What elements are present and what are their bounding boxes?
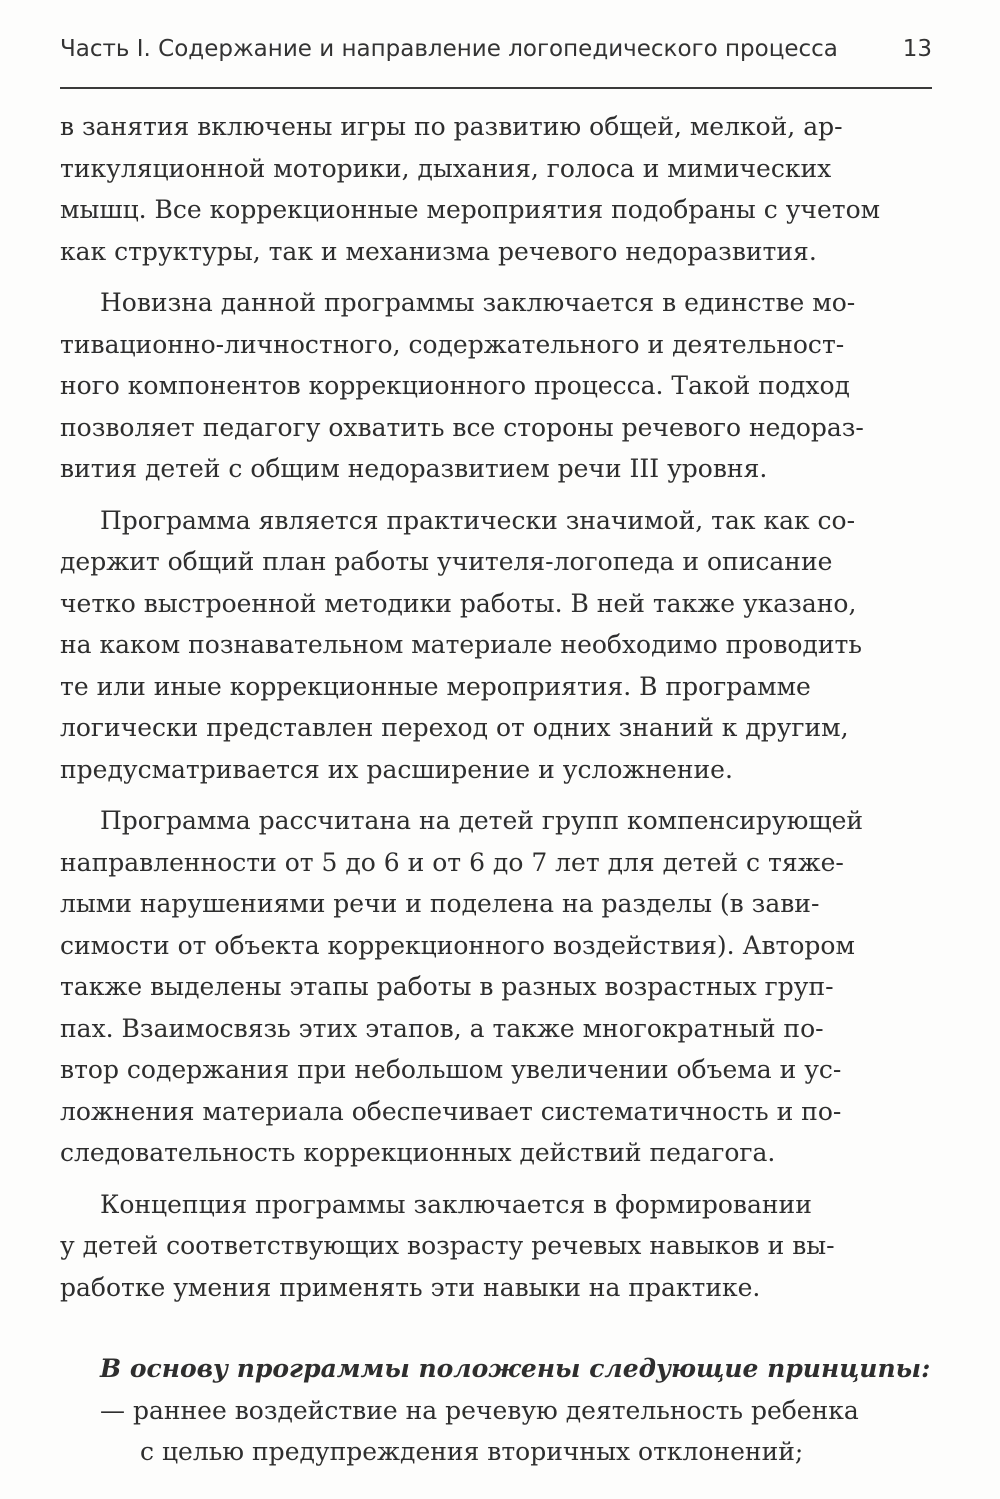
text-line: мышц. Все коррекционные мероприятия подобраны с учетом: [60, 195, 881, 224]
running-header: [60, 36, 932, 76]
text-line: на каком познавательном материале необходимо проводить: [60, 630, 862, 659]
text-line: как структуры, так и механизма речевого недоразвития.: [60, 236, 817, 266]
text-line: тивационно-личностного, содержательного и деятельност-: [60, 329, 845, 359]
text-line: симости от объекта коррекционного воздействия). Автором: [60, 930, 855, 960]
text-line: в занятия включены игры по развитию общей, мелкой, ар-: [60, 112, 843, 141]
text-line: тикуляционной моторики, дыхания, голоса и мимических: [60, 153, 832, 183]
text-line: работке умения применять эти навыки на практике.: [60, 1272, 761, 1302]
text-line: лыми нарушениями речи и поделена на разделы (в зави-: [60, 889, 820, 918]
principles-heading: В основу программы положены следующие принципы:: [100, 1354, 931, 1383]
text-line: позволяет педагогу охватить все стороны речевого недораз-: [60, 412, 864, 442]
running-header-title: Часть I. Содержание и направление логопедического процесса: [60, 36, 838, 62]
text-line: с целью предупреждения вторичных отклонений;: [140, 1437, 804, 1466]
text-line: логически представлен переход от одних знаний к другим,: [60, 713, 849, 742]
text-line: ного компонентов коррекционного процесса. Такой подход: [60, 371, 850, 400]
text-line: втор содержания при небольшом увеличении объема и ус-: [60, 1055, 842, 1084]
text-line: также выделены этапы работы в разных возрастных груп-: [60, 972, 834, 1001]
text-line: четко выстроенной методики работы. В ней также указано,: [60, 588, 857, 618]
text-line: держит общий план работы учителя-логопеда и описание: [60, 547, 833, 576]
text-line: пах. Взаимосвязь этих этапов, а также многократный по-: [60, 1013, 824, 1043]
page-body: [60, 106, 932, 1473]
text-line: вития детей с общим недоразвитием речи III уровня.: [60, 454, 768, 483]
text-line: предусматривается их расширение и усложнение.: [60, 754, 733, 784]
paragraph: [60, 282, 932, 490]
list-item: [60, 1390, 932, 1473]
text-line: у детей соответствующих возрасту речевых навыков и вы-: [60, 1231, 835, 1260]
header-rule: [60, 87, 932, 89]
text-line: ложнения материала обеспечивает систематичность и по-: [60, 1096, 842, 1126]
paragraph: [60, 1184, 932, 1309]
text-line: Новизна данной программы заключается в единстве мо-: [100, 288, 856, 317]
text-line: Программа рассчитана на детей групп компенсирующей: [100, 806, 864, 835]
text-line: те или иные коррекционные мероприятия. В программе: [60, 671, 811, 701]
paragraph: [60, 500, 932, 791]
text-line: — раннее воздействие на речевую деятельность ребенка: [100, 1395, 859, 1425]
text-line: направленности от 5 до 6 и от 6 до 7 лет для детей с тяже-: [60, 847, 844, 877]
text-line: следовательность коррекционных действий педагога.: [60, 1138, 776, 1167]
text-line: Программа является практически значимой, так как со-: [100, 505, 856, 535]
text-line: Концепция программы заключается в формировании: [100, 1189, 812, 1219]
page-number: 13: [902, 36, 932, 62]
paragraph: [60, 800, 932, 1174]
paragraph: [60, 106, 932, 272]
